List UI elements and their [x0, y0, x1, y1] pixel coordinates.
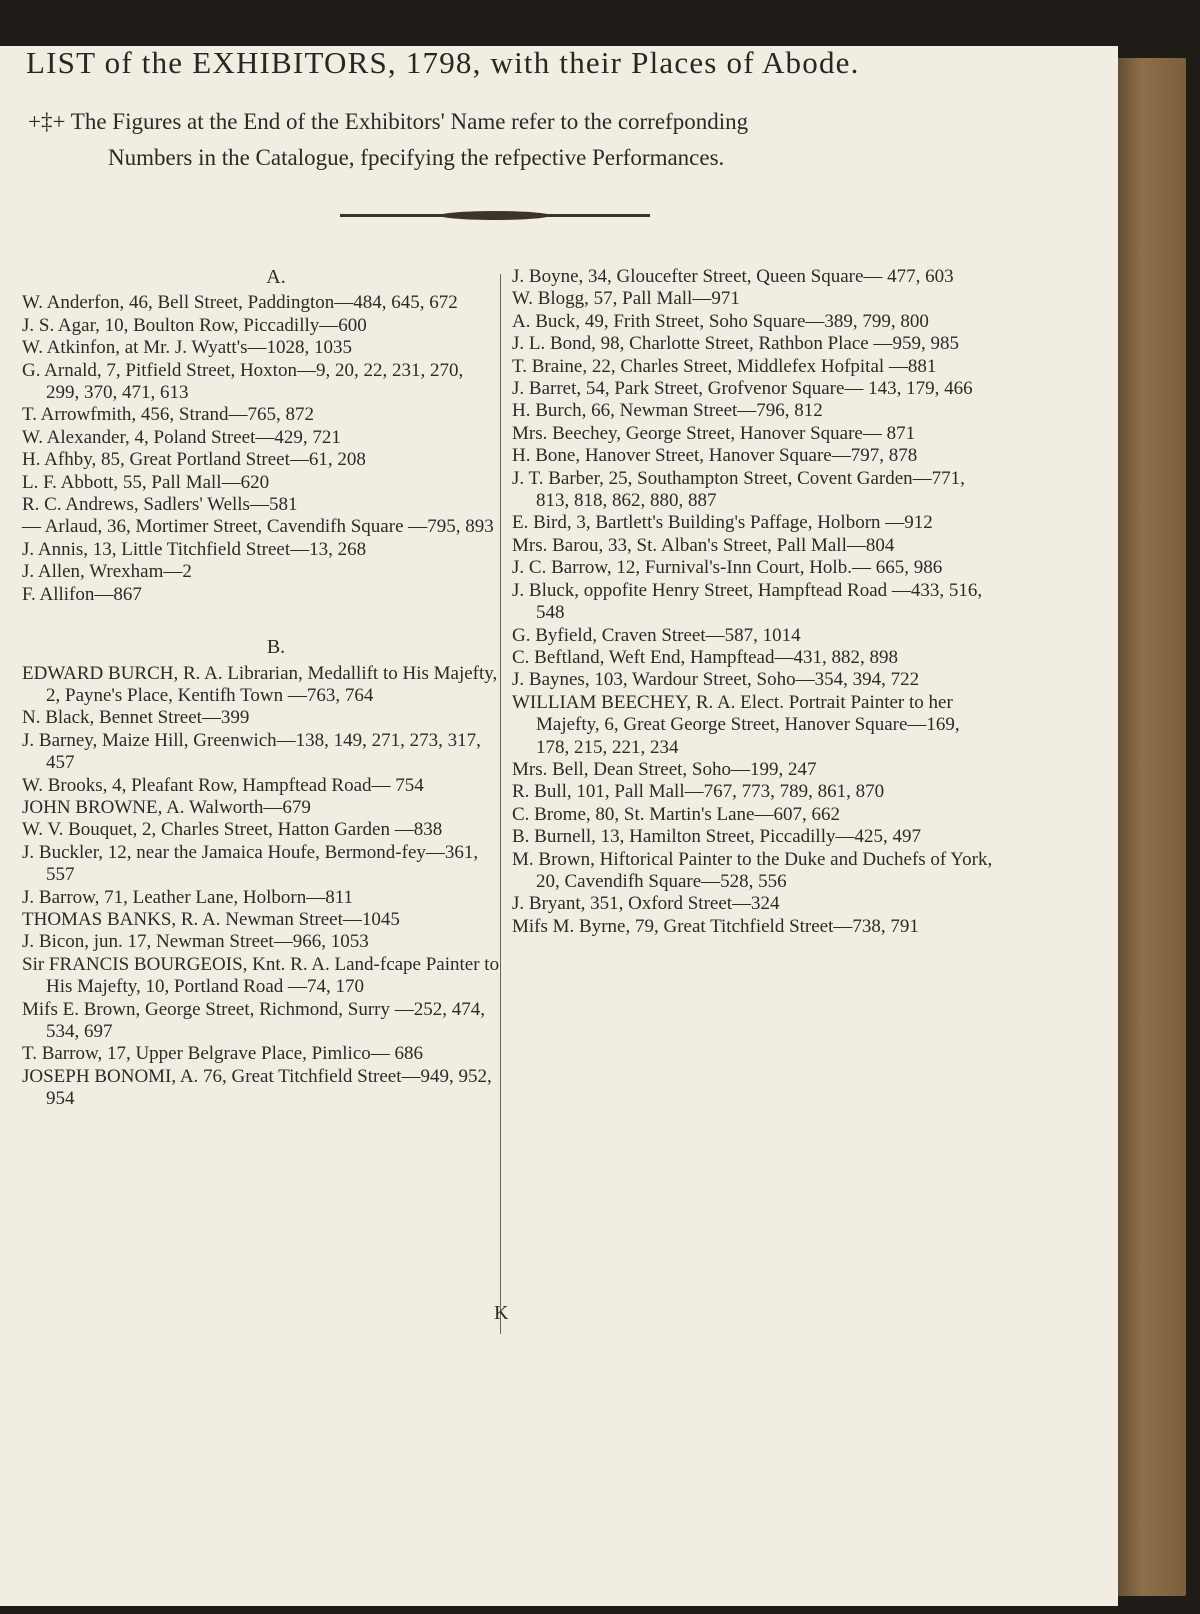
exhibitor-entry: Sir FRANCIS BOURGEOIS, Knt. R. A. Land-fcape Painter to His Majefty, 10, Portland Road —74, 170: [22, 953, 500, 998]
header-note: [28, 104, 1028, 176]
exhibitor-entry: J. Barney, Maize Hill, Greenwich—138, 149, 271, 273, 317, 457: [22, 729, 481, 774]
exhibitor-entry: J. Barrow, 71, Leather Lane, Holborn—811: [22, 886, 353, 908]
header-note-line-1: +‡+ The Figures at the End of the Exhibitors' Name refer to the correfponding: [28, 109, 749, 134]
exhibitor-entry: J. Bluck, oppofite Henry Street, Hampftead Road —433, 516, 548: [512, 579, 983, 624]
exhibitor-entry: H. Bone, Hanover Street, Hanover Square—797, 878: [512, 445, 918, 467]
exhibitor-entry: J. T. Barber, 25, Southampton Street, Covent Garden—771, 813, 818, 862, 880, 887: [512, 467, 965, 512]
right-column: [512, 266, 996, 938]
exhibitor-entry: Mifs M. Byrne, 79, Great Titchfield Street—738, 791: [512, 915, 919, 937]
section-heading-b: B.: [266, 636, 286, 659]
exhibitor-entry: T. Braine, 22, Charles Street, Middlefex Hofpital —881: [512, 355, 937, 377]
exhibitor-entry: W. Brooks, 4, Pleafant Row, Hampftead Road— 754: [22, 774, 424, 796]
exhibitor-entry: W. Anderfon, 46, Bell Street, Paddington—484, 645, 672: [22, 292, 458, 314]
exhibitor-entry: J. L. Bond, 98, Charlotte Street, Rathbon Place —959, 985: [512, 333, 959, 355]
book-cover-edge: [1112, 58, 1186, 1596]
exhibitor-entry: W. Atkinfon, at Mr. J. Wyatt's—1028, 1035: [22, 337, 353, 359]
exhibitor-entry: J. S. Agar, 10, Boulton Row, Piccadilly—600: [22, 314, 367, 336]
exhibitor-entry: A. Buck, 49, Frith Street, Soho Square—389, 799, 800: [512, 310, 929, 332]
exhibitor-entry: F. Allifon—867: [22, 583, 142, 605]
exhibitor-entry: G. Byfield, Craven Street—587, 1014: [512, 624, 801, 646]
exhibitor-entry: W. V. Bouquet, 2, Charles Street, Hatton Garden —838: [22, 819, 443, 841]
book-page: [0, 46, 1118, 1606]
column-divider: [500, 274, 501, 1334]
exhibitor-entry: WILLIAM BEECHEY, R. A. Elect. Portrait Painter to her Majefty, 6, Great George Street, Hanover Square—169, 178, 215, 221, 234: [512, 691, 960, 758]
exhibitor-entry: EDWARD BURCH, R. A. Librarian, Medallift to His Majefty, 2, Payne's Place, Kentifh Town —763, 764: [22, 662, 498, 706]
exhibitor-entry: G. Arnald, 7, Pitfield Street, Hoxton—9, 20, 22, 231, 270, 299, 370, 471, 613: [22, 359, 464, 404]
exhibitor-entry: N. Black, Bennet Street—399: [22, 707, 250, 729]
exhibitor-entry: Mrs. Bell, Dean Street, Soho—199, 247: [512, 758, 817, 780]
exhibitor-entry: JOSEPH BONOMI, A. 76, Great Titchfield Street—949, 952, 954: [22, 1065, 492, 1110]
exhibitor-entry: H. Burch, 66, Newman Street—796, 812: [512, 400, 823, 422]
ornamental-rule-center: [440, 211, 550, 220]
entries-list-b: [22, 663, 500, 1111]
exhibitor-entry: E. Bird, 3, Bartlett's Building's Paffage, Holborn —912: [512, 512, 933, 534]
exhibitor-entry: J. Boyne, 34, Gloucefter Street, Queen Square— 477, 603: [512, 266, 954, 287]
section-heading-a: A.: [266, 266, 286, 288]
entries-list-a: [22, 292, 500, 606]
page-title: LIST of the EXHIBITORS, 1798, with their Places of Abode.: [26, 46, 860, 80]
exhibitor-entry: C. Beftland, Weft End, Hampftead—431, 882, 898: [512, 646, 898, 668]
exhibitor-entry: J. Baynes, 103, Wardour Street, Soho—354, 394, 722: [512, 669, 920, 691]
exhibitor-entry: J. Barret, 54, Park Street, Grofvenor Square— 143, 179, 466: [512, 378, 973, 400]
exhibitor-entry: H. Afhby, 85, Great Portland Street—61, 208: [22, 449, 366, 471]
exhibitor-entry: T. Barrow, 17, Upper Belgrave Place, Pimlico— 686: [22, 1043, 424, 1065]
exhibitor-entry: W. Alexander, 4, Poland Street—429, 721: [22, 426, 341, 448]
header-note-line-2: Numbers in the Catalogue, fpecifying the refpective Performances.: [108, 145, 725, 170]
section-gap: [22, 606, 500, 636]
exhibitor-entry: J. Allen, Wrexham—2: [22, 561, 192, 583]
exhibitor-entry: L. F. Abbott, 55, Pall Mall—620: [22, 471, 270, 493]
left-column: [22, 266, 500, 1111]
exhibitor-entry: J. Annis, 13, Little Titchfield Street—13, 268: [22, 538, 367, 560]
exhibitor-entry: J. C. Barrow, 12, Furnival's-Inn Court, Holb.— 665, 986: [512, 557, 943, 579]
exhibitor-entry: R. C. Andrews, Sadlers' Wells—581: [22, 494, 298, 516]
exhibitor-entry: J. Bicon, jun. 17, Newman Street—966, 1053: [22, 931, 369, 953]
exhibitor-entry: C. Brome, 80, St. Martin's Lane—607, 662: [512, 803, 840, 825]
exhibitor-entry: Mrs. Barou, 33, St. Alban's Street, Pall Mall—804: [512, 534, 895, 556]
exhibitor-entry: JOHN BROWNE, A. Walworth—679: [22, 796, 311, 818]
exhibitor-entry: W. Blogg, 57, Pall Mall—971: [512, 288, 740, 310]
exhibitor-entry: J. Bryant, 351, Oxford Street—324: [512, 893, 780, 915]
exhibitor-entry: M. Brown, Hiftorical Painter to the Duke and Duchefs of York, 20, Cavendifh Square—528, 556: [512, 848, 993, 892]
exhibitor-entry: Mrs. Beechey, George Street, Hanover Square— 871: [512, 422, 916, 444]
exhibitor-entry: Mifs E. Brown, George Street, Richmond, Surry —252, 474, 534, 697: [22, 998, 485, 1042]
exhibitor-entry: J. Buckler, 12, near the Jamaica Houfe, Bermond-fey—361, 557: [22, 841, 479, 886]
exhibitor-entry: — Arlaud, 36, Mortimer Street, Cavendifh Square —795, 893: [22, 516, 494, 538]
exhibitor-entry: R. Bull, 101, Pall Mall—767, 773, 789, 861, 870: [512, 781, 885, 803]
signature-mark: K: [494, 1302, 509, 1324]
exhibitor-entry: T. Arrowfmith, 456, Strand—765, 872: [22, 404, 315, 426]
exhibitor-entry: THOMAS BANKS, R. A. Newman Street—1045: [22, 908, 400, 930]
exhibitor-entry: B. Burnell, 13, Hamilton Street, Piccadilly—425, 497: [512, 826, 921, 848]
